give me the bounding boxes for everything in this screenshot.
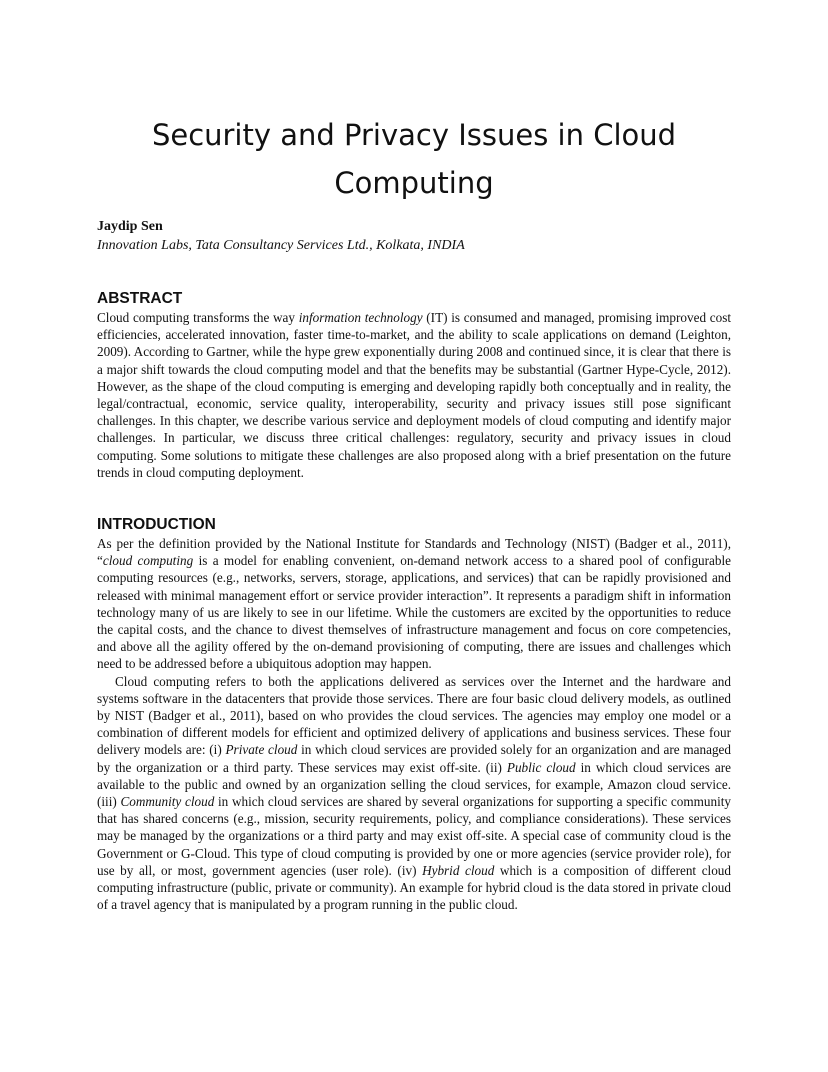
abstract-emphasis: information technology (298, 310, 423, 325)
intro-p2-text-b: in which cloud services are provided solely for an organization and are managed by the organization or a third party. These services may exist off-site. (ii) (97, 742, 731, 775)
author-name: Jaydip Sen (97, 219, 163, 234)
introduction-paragraph-2 (97, 673, 731, 914)
intro-p1-text-a: As per the definition provided by the National Institute for Standards and Technology (NIST) (Badger et al., 2011), “ (97, 536, 731, 569)
private-cloud-term: Private cloud (225, 742, 298, 758)
intro-p2-text-e: which is a composition of different cloud computing infrastructure (public, private or community). An example for hybrid cloud is the data stored in private cloud of a travel agency that is manipulated by a program running in the public cloud. (97, 862, 731, 913)
abstract-section (97, 289, 731, 481)
intro-p1-emphasis: cloud computing (102, 553, 194, 569)
abstract-paragraph (97, 309, 731, 481)
paper-title: Security and Privacy Issues in Cloud Computing (151, 118, 677, 200)
intro-p2-text-d: in which cloud services are shared by several organizations for supporting a specific community that has shared concerns (e.g., mission, security requirements, policy, and compliance considerations). These services may be managed by the organizations or a third party and may exist off-site. A special case of community cloud is the Government or G-Cloud. This type of cloud computing is provided by one or more agencies (service provider role), for use by all, or most, government agencies (user role). (iv) (97, 794, 731, 878)
abstract-text-1: Cloud computing transforms the way (97, 310, 299, 325)
intro-p2-text-a: Cloud computing refers to both the applications delivered as services over the Internet and the hardware and systems software in the datacenters that provide those services. There are four basic cloud delivery models, as outlined by NIST (Badger et al., 2011), based on who provides the cloud services. The agencies may employ one model or a combination of different models for efficient and optimized delivery of applications and business services. These four delivery models are: (i) (97, 673, 731, 758)
intro-p1-text-b: is a model for enabling convenient, on-demand network access to a shared pool of configurable computing resources (e.g., networks, servers, storage, applications, and services) that can be rapidly provisioned and released with minimal management effort or service provider interaction”. It represents a paradigm shift in information technology many of us are likely to see in our lifetime. While the customers are excited by the opportunities to reduce the capital costs, and the chance to divest themselves of infrastructure management and focus on core competencies, and above all the agility offered by the on-demand provisioning of computing, there are issues and challenges which need to be addressed before a ubiquitous adoption may happen. (97, 553, 731, 672)
introduction-section (97, 515, 731, 913)
public-cloud-term: Public cloud (506, 759, 576, 775)
hybrid-cloud-term: Hybrid cloud (422, 862, 495, 878)
community-cloud-term: Community cloud (120, 794, 215, 810)
author-affiliation: Innovation Labs, Tata Consultancy Services Ltd., Kolkata, INDIA (97, 238, 465, 253)
intro-p2-text-c: in which cloud services are available to the public and owned by an organization selling the cloud services, for example, Amazon cloud service. (iii) (97, 759, 731, 810)
introduction-heading: INTRODUCTION (97, 516, 216, 533)
abstract-text-2: (IT) is consumed and managed, promising improved cost efficiencies, accelerated innovation, faster time-to-market, and the ability to scale applications on demand (Leighton, 2009). According to Gartner, while the hype grew exponentially during 2008 and continued since, it is clear that there is a major shift towards the cloud computing model and that the benefits may be substantial (Gartner Hype-Cycle, 2012). However, as the shape of the cloud computing is emerging and developing rapidly both conceptually and in reality, the legal/contractual, economic, service quality, interoperability, security and privacy issues still pose significant challenges. In this chapter, we describe various service and deployment models of cloud computing and identify major challenges. In particular, we discuss three critical challenges: regulatory, security and privacy issues in cloud computing. Some solutions to mitigate these challenges are also proposed along with a brief presentation on the future trends in cloud computing deployment. (97, 310, 732, 480)
author-block (97, 217, 731, 255)
introduction-paragraph-1 (97, 535, 731, 673)
abstract-heading: ABSTRACT (97, 290, 183, 307)
